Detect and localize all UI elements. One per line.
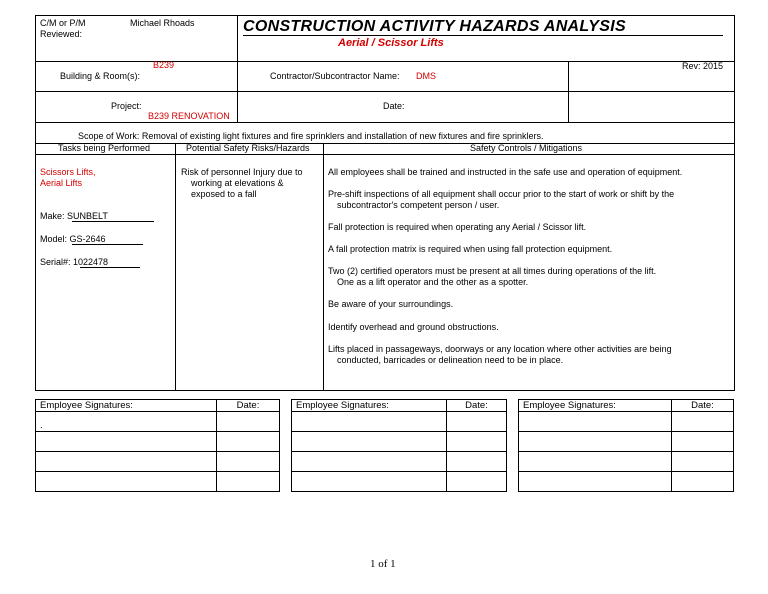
- risk-line: working at elevations &: [191, 178, 284, 188]
- page-number: 1 of 1: [370, 558, 396, 570]
- control-item: Be aware of your surroundings.: [328, 299, 454, 309]
- building-label: Building & Room(s):: [60, 71, 141, 81]
- signature-cell[interactable]: [292, 472, 447, 492]
- divider: [568, 61, 569, 91]
- date-cell[interactable]: [447, 472, 507, 492]
- date-header: Date:: [672, 400, 734, 412]
- divider: [323, 143, 324, 391]
- signature-cell[interactable]: [292, 432, 447, 452]
- serial-underline: [80, 267, 140, 268]
- reviewed-label-2: Reviewed:: [40, 29, 83, 39]
- page-title: CONSTRUCTION ACTIVITY HAZARDS ANALYSIS: [243, 18, 626, 35]
- make-underline: [72, 221, 154, 222]
- control-item: conducted, barricades or delineation need to be in place.: [337, 355, 564, 365]
- building-value: B239: [153, 60, 175, 70]
- project-label: Project:: [111, 101, 142, 111]
- scope-of-work: Scope of Work: Removal of existing light fixtures and fire sprinklers and installation of new fixtures and fire sprinklers.: [78, 131, 544, 141]
- task-line: Aerial Lifts: [40, 178, 83, 188]
- project-value: B239 RENOVATION: [148, 111, 230, 121]
- date-cell[interactable]: [217, 432, 280, 452]
- signature-cell[interactable]: [519, 412, 672, 432]
- control-item: Lifts placed in passageways, doorways or any location where other activities are being: [328, 344, 672, 354]
- risk-line: exposed to a fall: [191, 189, 257, 199]
- column-header-tasks: Tasks being Performed: [58, 143, 151, 153]
- reviewed-label-1: C/M or P/M: [40, 18, 86, 28]
- page-subtitle: Aerial / Scissor Lifts: [338, 37, 444, 49]
- date-cell[interactable]: [217, 472, 280, 492]
- date-cell[interactable]: [217, 412, 280, 432]
- signature-cell[interactable]: [36, 472, 217, 492]
- control-item: Fall protection is required when operating any Aerial / Scissor lift.: [328, 222, 587, 232]
- contractor-value: DMS: [416, 71, 436, 81]
- date-cell[interactable]: [672, 412, 734, 432]
- title-underline: [243, 35, 723, 36]
- risk-line: Risk of personnel Injury due to: [181, 167, 303, 177]
- signature-cell[interactable]: [292, 452, 447, 472]
- control-item: Two (2) certified operators must be present at all times during operations of the lift.: [328, 266, 657, 276]
- signature-table-2: [291, 399, 507, 492]
- model-underline: [72, 244, 143, 245]
- control-item: All employees shall be trained and instructed in the safe use and operation of equipment.: [328, 167, 683, 177]
- date-cell[interactable]: [672, 432, 734, 452]
- signature-header: Employee Signatures:: [519, 400, 672, 412]
- signature-cell[interactable]: [519, 452, 672, 472]
- control-item: subcontractor's competent person / user.: [337, 200, 500, 210]
- control-item: A fall protection matrix is required when using fall protection equipment.: [328, 244, 613, 254]
- date-header: Date:: [447, 400, 507, 412]
- divider: [35, 154, 735, 155]
- date-cell[interactable]: [217, 452, 280, 472]
- date-cell[interactable]: [672, 452, 734, 472]
- signature-table-1: [35, 399, 280, 492]
- contractor-label: Contractor/Subcontractor Name:: [270, 71, 400, 81]
- divider: [35, 122, 735, 123]
- column-header-controls: Safety Controls / Mitigations: [470, 143, 583, 153]
- signature-header: Employee Signatures:: [292, 400, 447, 412]
- equipment-model: Model: GS-2646: [40, 234, 106, 244]
- divider: [175, 143, 176, 391]
- control-item: Identify overhead and ground obstructions.: [328, 322, 499, 332]
- equipment-serial: Serial#: 1022478: [40, 257, 109, 267]
- signature-cell[interactable]: [519, 432, 672, 452]
- signature-cell[interactable]: [519, 472, 672, 492]
- control-item: One as a lift operator and the other as a spotter.: [337, 277, 529, 287]
- date-cell[interactable]: [672, 472, 734, 492]
- date-cell[interactable]: [447, 452, 507, 472]
- equipment-make: Make: SUNBELT: [40, 211, 108, 221]
- control-item: Pre-shift inspections of all equipment shall occur prior to the start of work or shift by the: [328, 189, 675, 199]
- divider: [35, 91, 735, 92]
- divider: [237, 91, 238, 122]
- divider: [568, 91, 569, 122]
- date-cell[interactable]: [447, 412, 507, 432]
- column-header-risks: Potential Safety Risks/Hazards: [186, 143, 310, 153]
- signature-header: Employee Signatures:: [36, 400, 217, 412]
- date-cell[interactable]: [447, 432, 507, 452]
- signature-cell[interactable]: [36, 432, 217, 452]
- signature-cell[interactable]: .: [36, 412, 217, 432]
- divider: [237, 15, 238, 61]
- signature-cell[interactable]: [36, 452, 217, 472]
- date-label: Date:: [383, 101, 405, 111]
- signature-cell[interactable]: [292, 412, 447, 432]
- date-header: Date:: [217, 400, 280, 412]
- signature-table-3: [518, 399, 734, 492]
- reviewer-name: Michael Rhoads: [130, 18, 195, 28]
- revision: Rev: 2015: [682, 61, 724, 71]
- divider: [35, 61, 735, 62]
- divider: [237, 61, 238, 91]
- task-line: Scissors Lifts,: [40, 167, 96, 177]
